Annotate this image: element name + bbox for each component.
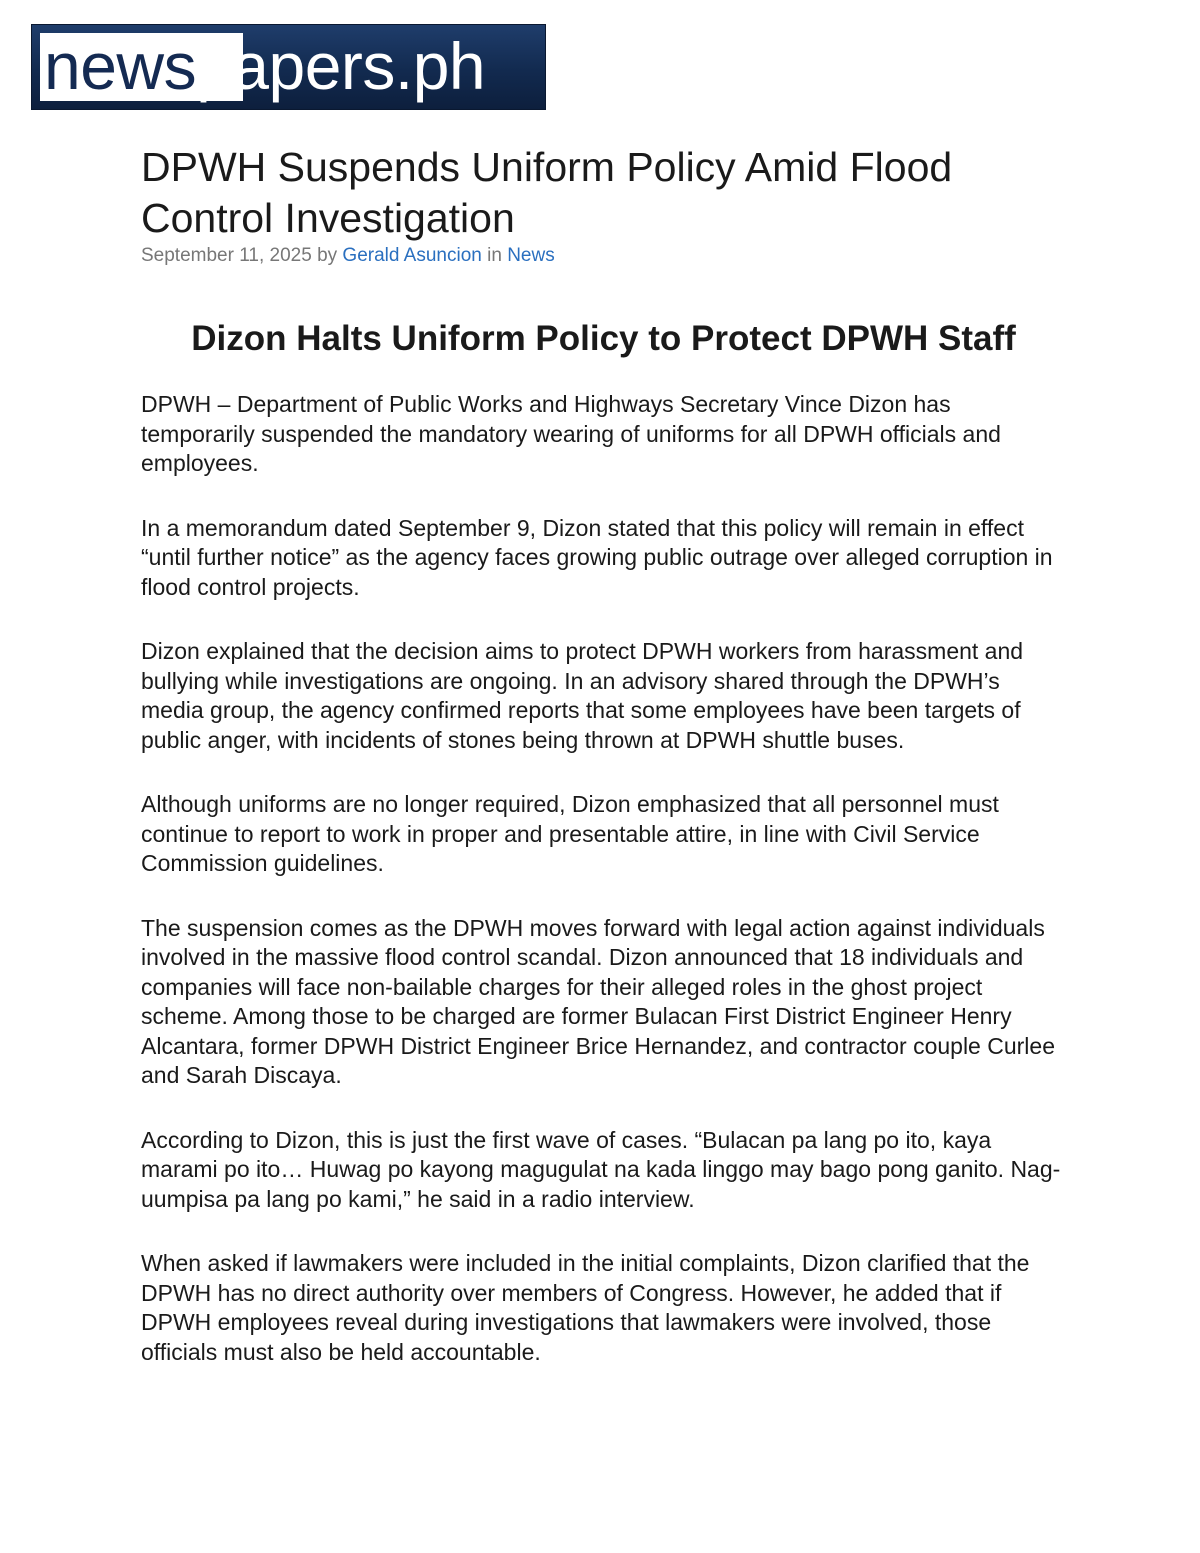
article-body (141, 390, 1066, 1367)
article-date: September 11, 2025 (141, 245, 312, 266)
paragraph: Dizon explained that the decision aims to protect DPWH workers from harassment and bullying while investigations are ongoing. In an advisory shared through the DPWH’s media group, the agency confirmed reports that some employees have been targets of public anger, with incidents of stones being thrown at DPWH shuttle buses. (141, 638, 1024, 753)
paragraph: According to Dizon, this is just the first wave of cases. “Bulacan pa lang po ito, kaya marami po ito… Huwag po kayong magugulat na kada linggo may bago pong ganito. Nag-uumpisa pa lang po kami,” he said in a radio interview. (141, 1126, 1061, 1212)
paragraph: The suspension comes as the DPWH moves forward with legal action against individuals involved in the massive flood control scandal. Dizon announced that 18 individuals and companies will face non-bailable charges for their alleged roles in the ghost project scheme. Among those to be charged are former Bulacan First District Engineer Henry Alcantara, former DPWH District Engineer Brice Hernandez, and contractor couple Curlee and Sarah Discaya. (141, 914, 1055, 1088)
article-title: DPWH Suspends Uniform Policy Amid Flood Control Investigation (141, 144, 953, 241)
logo-text (44, 27, 485, 105)
article-byline (141, 244, 1066, 268)
paragraph: Although uniforms are no longer required, Dizon emphasized that all personnel must continue to report to work in proper and presentable attire, in line with Civil Service Commission guidelines. (141, 791, 999, 876)
site-logo[interactable] (31, 24, 546, 110)
article (141, 142, 1066, 1402)
category-link[interactable]: News (507, 245, 555, 266)
logo-part-news: news (44, 29, 197, 103)
byline-by: by (317, 245, 338, 266)
article-subheading: Dizon Halts Uniform Policy to Protect DPWH Staff (191, 319, 1016, 358)
paragraph: In a memorandum dated September 9, Dizon stated that this policy will remain in effect “until further notice” as the agency faces growing public outrage over alleged corruption in flood control projects. (141, 514, 1053, 600)
logo-part-papers: papers.ph (196, 29, 486, 103)
paragraph: DPWH – Department of Public Works and Highways Secretary Vince Dizon has temporarily suspended the mandatory wearing of uniforms for all DPWH officials and employees. (141, 391, 1001, 476)
paragraph: When asked if lawmakers were included in the initial complaints, Dizon clarified that the DPWH has no direct authority over members of Congress. However, he added that if DPWH employees reveal during investigations that lawmakers were involved, those officials must also be held accountable. (141, 1250, 1030, 1365)
author-link[interactable]: Gerald Asuncion (342, 245, 482, 266)
byline-in: in (487, 245, 502, 266)
